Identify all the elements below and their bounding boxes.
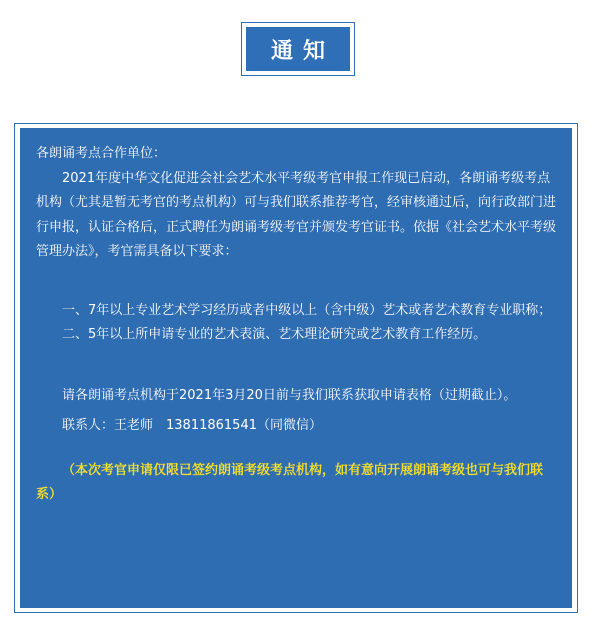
contact-line: 联系人：王老师 13811861541（同微信） [62, 418, 322, 433]
deadline-paragraph: 请各朗诵考点机构于2021年3月20日前与我们联系获取申请表格（过期截止）。 [62, 387, 517, 403]
title-badge [241, 22, 355, 76]
requirement-2: 二、5年以上所申请专业的艺术表演、艺术理论研究或艺术教育工作经历。 [62, 327, 487, 342]
intro-paragraph: 2021年度中华文化促进会社会艺术水平考级考官申报工作现已启动，各朗诵考级考点机构（尤其是暂无考官的考点机构）可与我们联系推荐考官，经审核通过后，向行政部门进行申报，认证合格后，正式聘任为朗诵考级考官并颁发考官证书。依据《社会艺术水平考级管理办法》，考官需具备以下要求： [36, 170, 557, 259]
highlight-notice: （本次考官申请仅限已签约朗诵考级考点机构，如有意向开展朗诵考级也可与我们联系） [36, 462, 544, 502]
notice-card [20, 128, 572, 608]
salutation: 各朗诵考点合作单位： [36, 146, 167, 161]
page-title: 通知 [246, 27, 350, 71]
requirement-1: 一、7年以上专业艺术学习经历或者中级以上（含中级）艺术或者艺术教育专业职称； [62, 302, 552, 318]
